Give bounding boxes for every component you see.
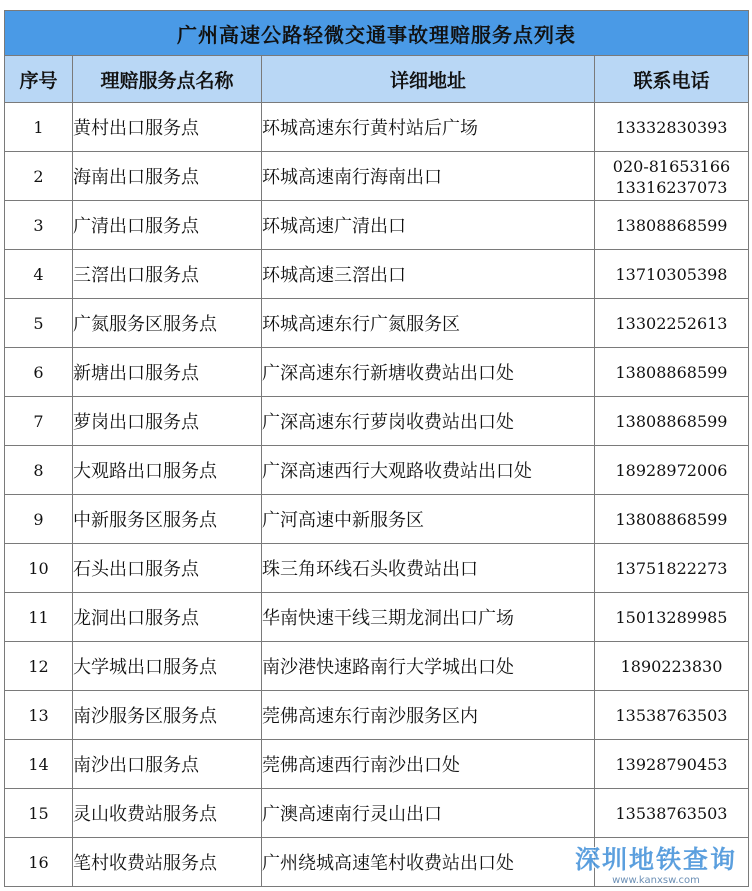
row-number: 14 [5, 740, 73, 789]
row-number: 13 [5, 691, 73, 740]
table-row [5, 201, 749, 250]
table-row [5, 544, 749, 593]
phone-number: 020-81653166 [612, 157, 731, 176]
phone-number: 13808868599 [615, 362, 728, 382]
table-row [5, 348, 749, 397]
phone-number: 13808868599 [615, 411, 728, 431]
service-point-address: 华南快速干线三期龙洞出口广场 [262, 593, 595, 642]
phone-number: 13928790453 [615, 754, 728, 774]
phone-number: 1890223830 [620, 656, 723, 676]
service-point-address: 环城高速南行海南出口 [262, 152, 595, 201]
row-number: 9 [5, 495, 73, 544]
service-point-name: 萝岗出口服务点 [73, 397, 262, 446]
service-point-name: 中新服务区服务点 [73, 495, 262, 544]
service-point-address: 广深高速西行大观路收费站出口处 [262, 446, 595, 495]
row-number: 2 [5, 152, 73, 201]
contact-phone [595, 152, 749, 201]
service-point-name: 黄村出口服务点 [73, 103, 262, 152]
phone-number: 13316237073 [615, 178, 728, 197]
service-point-name: 南沙服务区服务点 [73, 691, 262, 740]
contact-phone [595, 103, 749, 152]
table-title: 广州高速公路轻微交通事故理赔服务点列表 [5, 11, 749, 56]
header-phone: 联系电话 [595, 56, 749, 103]
service-point-name: 新塘出口服务点 [73, 348, 262, 397]
service-point-address: 广州绕城高速笔村收费站出口处 [262, 838, 595, 887]
service-point-address: 环城高速东行黄村站后广场 [262, 103, 595, 152]
phone-number: 13332830393 [615, 117, 728, 137]
phone-number: 13808868599 [615, 215, 728, 235]
service-point-address: 南沙港快速路南行大学城出口处 [262, 642, 595, 691]
row-number: 1 [5, 103, 73, 152]
service-point-name: 广氮服务区服务点 [73, 299, 262, 348]
service-point-name: 笔村收费站服务点 [73, 838, 262, 887]
service-point-name: 广清出口服务点 [73, 201, 262, 250]
contact-phone [595, 299, 749, 348]
watermark-logo [566, 845, 746, 889]
watermark-url: www.kanxsw.com [612, 875, 700, 886]
phone-number: 18928972006 [615, 460, 728, 480]
service-point-address: 广澳高速南行灵山出口 [262, 789, 595, 838]
contact-phone [595, 201, 749, 250]
phone-number: 13302252613 [615, 313, 728, 333]
row-number: 4 [5, 250, 73, 299]
service-point-name: 大学城出口服务点 [73, 642, 262, 691]
service-point-name: 大观路出口服务点 [73, 446, 262, 495]
service-point-name: 三滘出口服务点 [73, 250, 262, 299]
service-point-address: 广深高速东行萝岗收费站出口处 [262, 397, 595, 446]
row-number: 10 [5, 544, 73, 593]
phone-number: 15013289985 [615, 607, 728, 627]
contact-phone [595, 691, 749, 740]
service-point-address: 环城高速东行广氮服务区 [262, 299, 595, 348]
header-name: 理赔服务点名称 [73, 56, 262, 103]
row-number: 15 [5, 789, 73, 838]
service-point-address: 广深高速东行新塘收费站出口处 [262, 348, 595, 397]
table-row [5, 495, 749, 544]
phone-number: 13710305398 [615, 264, 728, 284]
table-row [5, 446, 749, 495]
contact-phone [595, 446, 749, 495]
contact-phone [595, 740, 749, 789]
table-row [5, 691, 749, 740]
header-no: 序号 [5, 56, 73, 103]
phone-number: 13538763503 [615, 803, 728, 823]
row-number: 11 [5, 593, 73, 642]
row-number: 16 [5, 838, 73, 887]
service-points-table [4, 10, 749, 887]
service-point-name: 石头出口服务点 [73, 544, 262, 593]
contact-phone [595, 495, 749, 544]
contact-phone [595, 789, 749, 838]
service-point-address: 珠三角环线石头收费站出口 [262, 544, 595, 593]
table-row [5, 593, 749, 642]
contact-phone [595, 544, 749, 593]
contact-phone [595, 348, 749, 397]
row-number: 12 [5, 642, 73, 691]
header-address: 详细地址 [262, 56, 595, 103]
contact-phone [595, 593, 749, 642]
service-point-address: 莞佛高速西行南沙出口处 [262, 740, 595, 789]
service-point-name: 龙洞出口服务点 [73, 593, 262, 642]
service-point-address: 莞佛高速东行南沙服务区内 [262, 691, 595, 740]
table-row [5, 250, 749, 299]
row-number: 7 [5, 397, 73, 446]
table-row [5, 740, 749, 789]
row-number: 5 [5, 299, 73, 348]
table-row [5, 152, 749, 201]
row-number: 3 [5, 201, 73, 250]
service-point-name: 南沙出口服务点 [73, 740, 262, 789]
table-row [5, 103, 749, 152]
table-body [5, 103, 749, 887]
row-number: 8 [5, 446, 73, 495]
row-number: 6 [5, 348, 73, 397]
contact-phone [595, 250, 749, 299]
phone-number: 13538763503 [615, 705, 728, 725]
service-point-address: 环城高速广清出口 [262, 201, 595, 250]
phone-number: 13751822273 [615, 558, 728, 578]
table-row [5, 397, 749, 446]
contact-phone [595, 642, 749, 691]
service-point-name: 海南出口服务点 [73, 152, 262, 201]
contact-phone [595, 397, 749, 446]
table-header-row [5, 56, 749, 103]
table-row [5, 789, 749, 838]
service-point-address: 广河高速中新服务区 [262, 495, 595, 544]
service-point-address: 环城高速三滘出口 [262, 250, 595, 299]
table-row [5, 299, 749, 348]
watermark-text: 深圳地铁查询 [574, 845, 737, 874]
table-row [5, 642, 749, 691]
phone-number: 13808868599 [615, 509, 728, 529]
service-point-name: 灵山收费站服务点 [73, 789, 262, 838]
